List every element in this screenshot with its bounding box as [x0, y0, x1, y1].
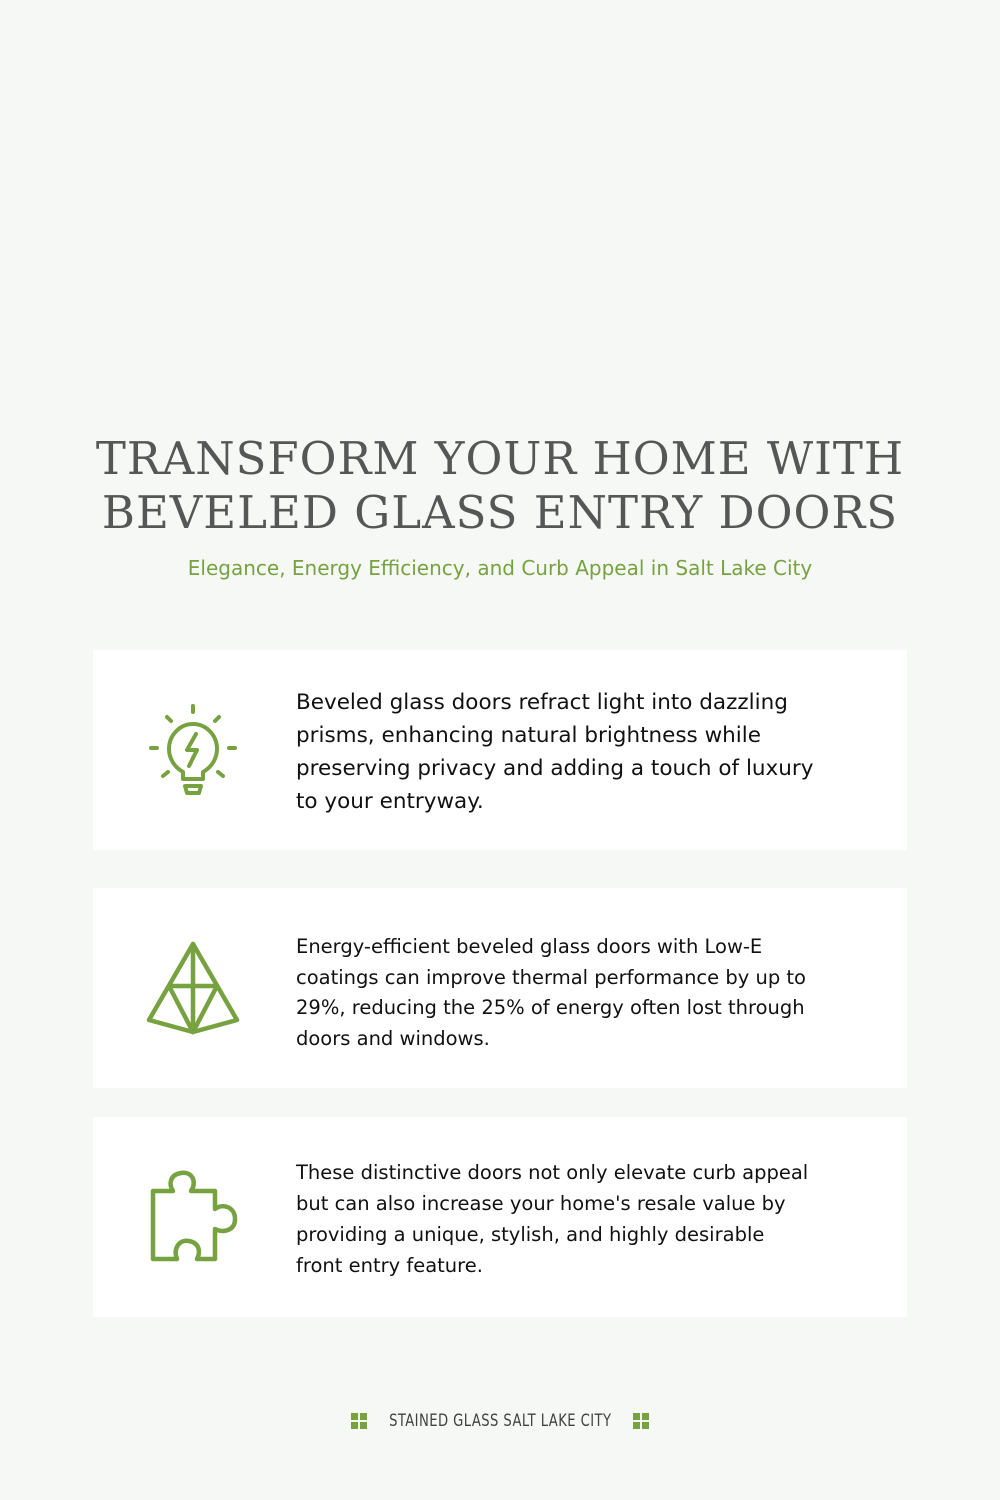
company-logo [0, 1408, 1000, 1434]
page-title [0, 432, 1000, 540]
feature-text: These distinctive doors not only elevate curb appeal but can also increase your home's resale value by providing a unique, stylish, and highly desirable front entry feature. [296, 1161, 809, 1277]
lightbulb-icon [143, 700, 243, 800]
page-title-line-2: BEVELED GLASS ENTRY DOORS [101, 486, 899, 539]
logo-grid-icon [351, 1413, 367, 1429]
logo-text: STAINED GLASS SALT LAKE CITY [388, 1411, 612, 1431]
feature-card-light [93, 650, 907, 850]
page-title-line-1: TRANSFORM YOUR HOME WITH [95, 432, 905, 485]
feature-text: Energy-efficient beveled glass doors with Low-E coatings can improve thermal performance by up to 29%, reducing the 25% of energy often lost through doors and windows. [296, 935, 806, 1050]
puzzle-piece-icon [143, 1167, 243, 1267]
feature-text: Beveled glass doors refract light into dazzling prisms, enhancing natural brightness while preserving privacy and adding a touch of luxury to your entryway. [296, 690, 814, 814]
logo-grid-icon [633, 1413, 649, 1429]
page-subtitle: Elegance, Energy Efficiency, and Curb Appeal in Salt Lake City [187, 556, 813, 580]
feature-card-curb-appeal [93, 1117, 907, 1317]
hero-blank-area [0, 0, 1000, 420]
feature-card-energy [93, 888, 907, 1088]
pyramid-icon [143, 938, 243, 1038]
